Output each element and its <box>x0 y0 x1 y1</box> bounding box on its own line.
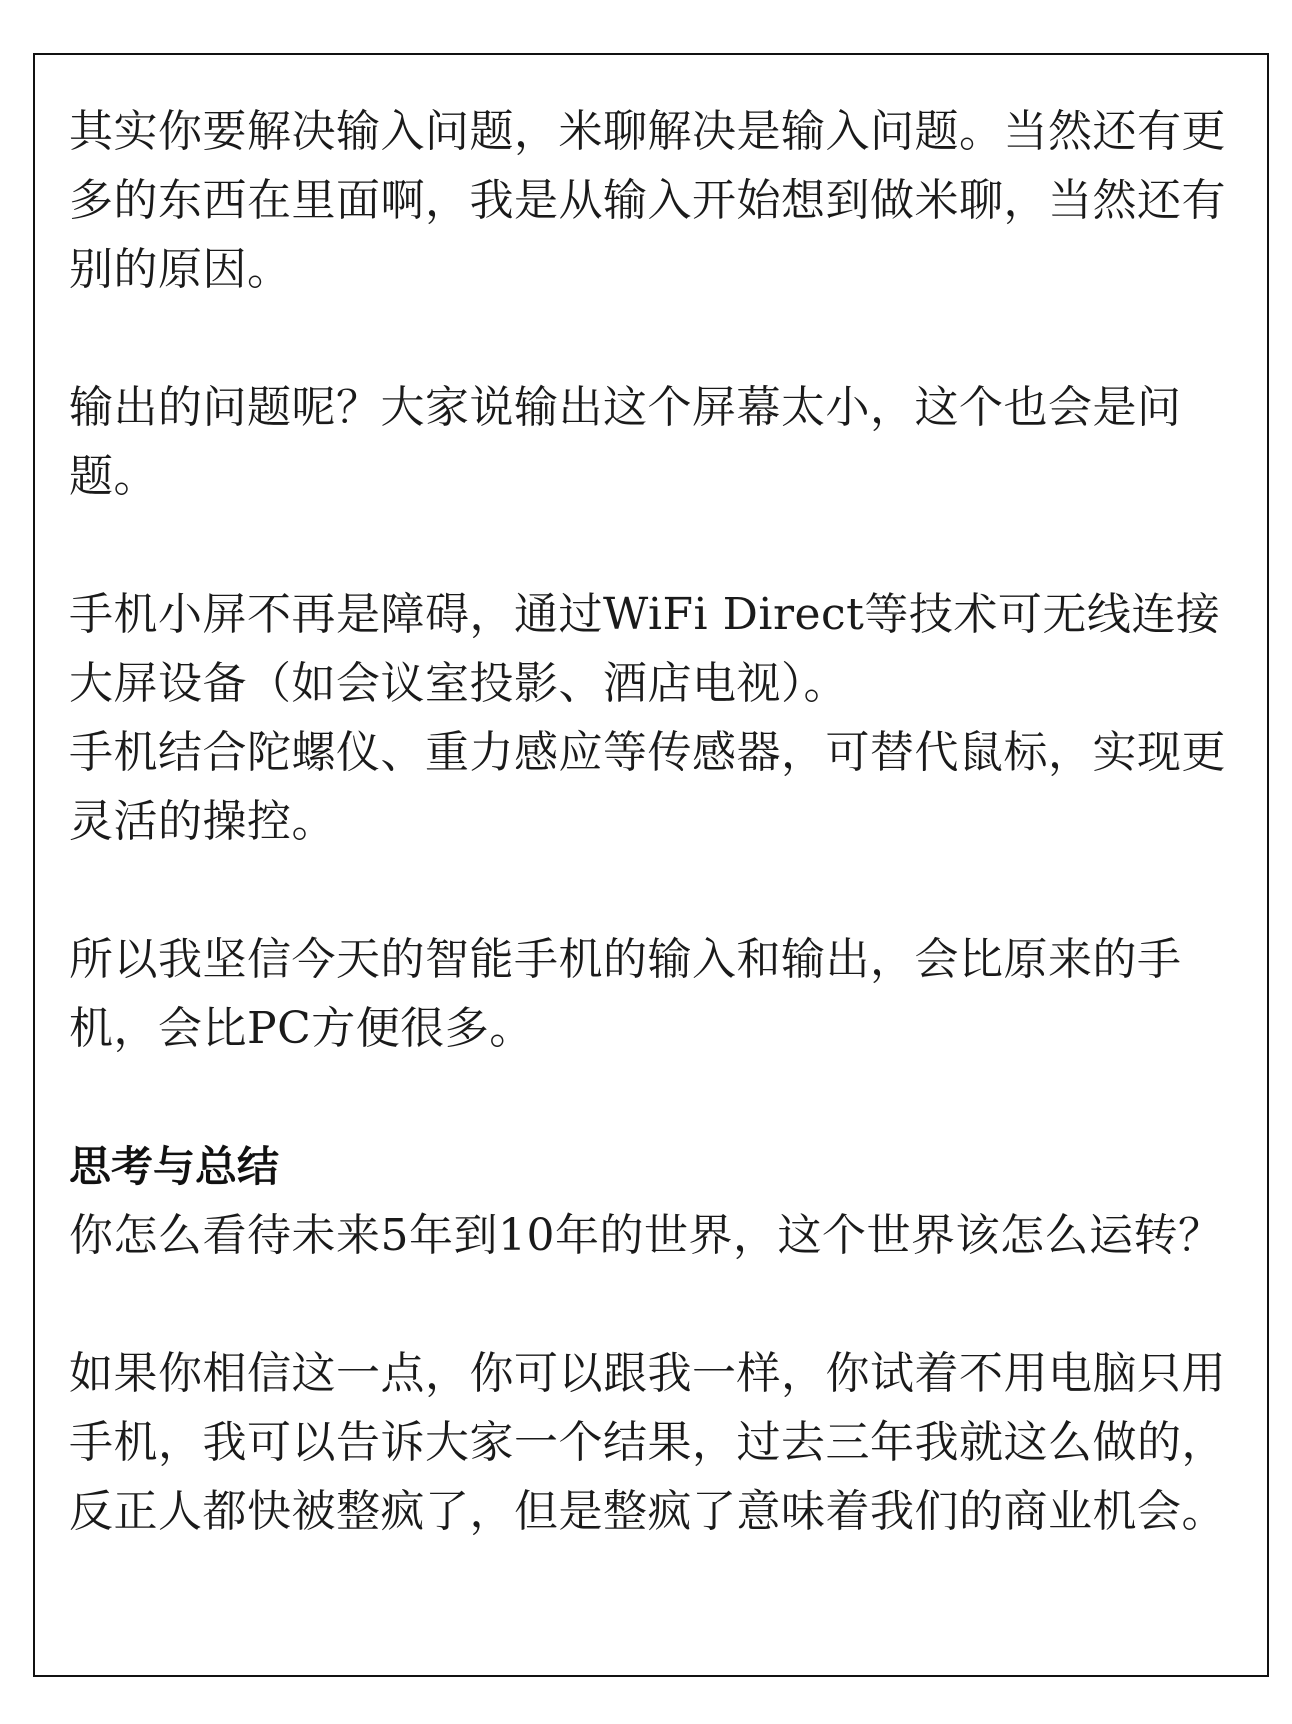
section-heading: 思考与总结 <box>69 1142 280 1191</box>
paragraph-conviction: 所以我坚信今天的智能手机的输入和输出，会比原来的手机，会比PC方便很多。 <box>69 934 1182 1054</box>
paragraph-phone-only: 如果你相信这一点，你可以跟我一样，你试着不用电脑只用手机，我可以告诉大家一个结果，过去三年我就这么做的，反正人都快被整疯了，但是整疯了意味着我们的商业机会。 <box>69 1348 1226 1537</box>
paragraph-sensors: 手机结合陀螺仪、重力感应等传感器，可替代鼠标，实现更灵活的操控。 <box>69 727 1226 847</box>
paragraph-spacer <box>69 1063 1237 1132</box>
paragraph-input-problem: 其实你要解决输入问题，米聊解决是输入问题。当然还有更多的东西在里面啊，我是从输入开始想到做米聊，当然还有别的原因。 <box>69 106 1226 295</box>
paragraph-spacer <box>69 304 1237 373</box>
paragraph-spacer <box>69 856 1237 925</box>
paragraph-wifi-direct: 手机小屏不再是障碍，通过WiFi Direct等技术可无线连接大屏设备（如会议室投影、酒店电视）。 <box>69 589 1221 709</box>
paragraph-spacer <box>69 1270 1237 1339</box>
paragraph-output-problem: 输出的问题呢？大家说输出这个屏幕太小，这个也会是问题。 <box>69 382 1182 502</box>
paragraph-spacer <box>69 511 1237 580</box>
document-frame <box>33 53 1269 1677</box>
paragraph-future-question: 你怎么看待未来5年到10年的世界，这个世界该怎么运转？ <box>69 1210 1223 1261</box>
